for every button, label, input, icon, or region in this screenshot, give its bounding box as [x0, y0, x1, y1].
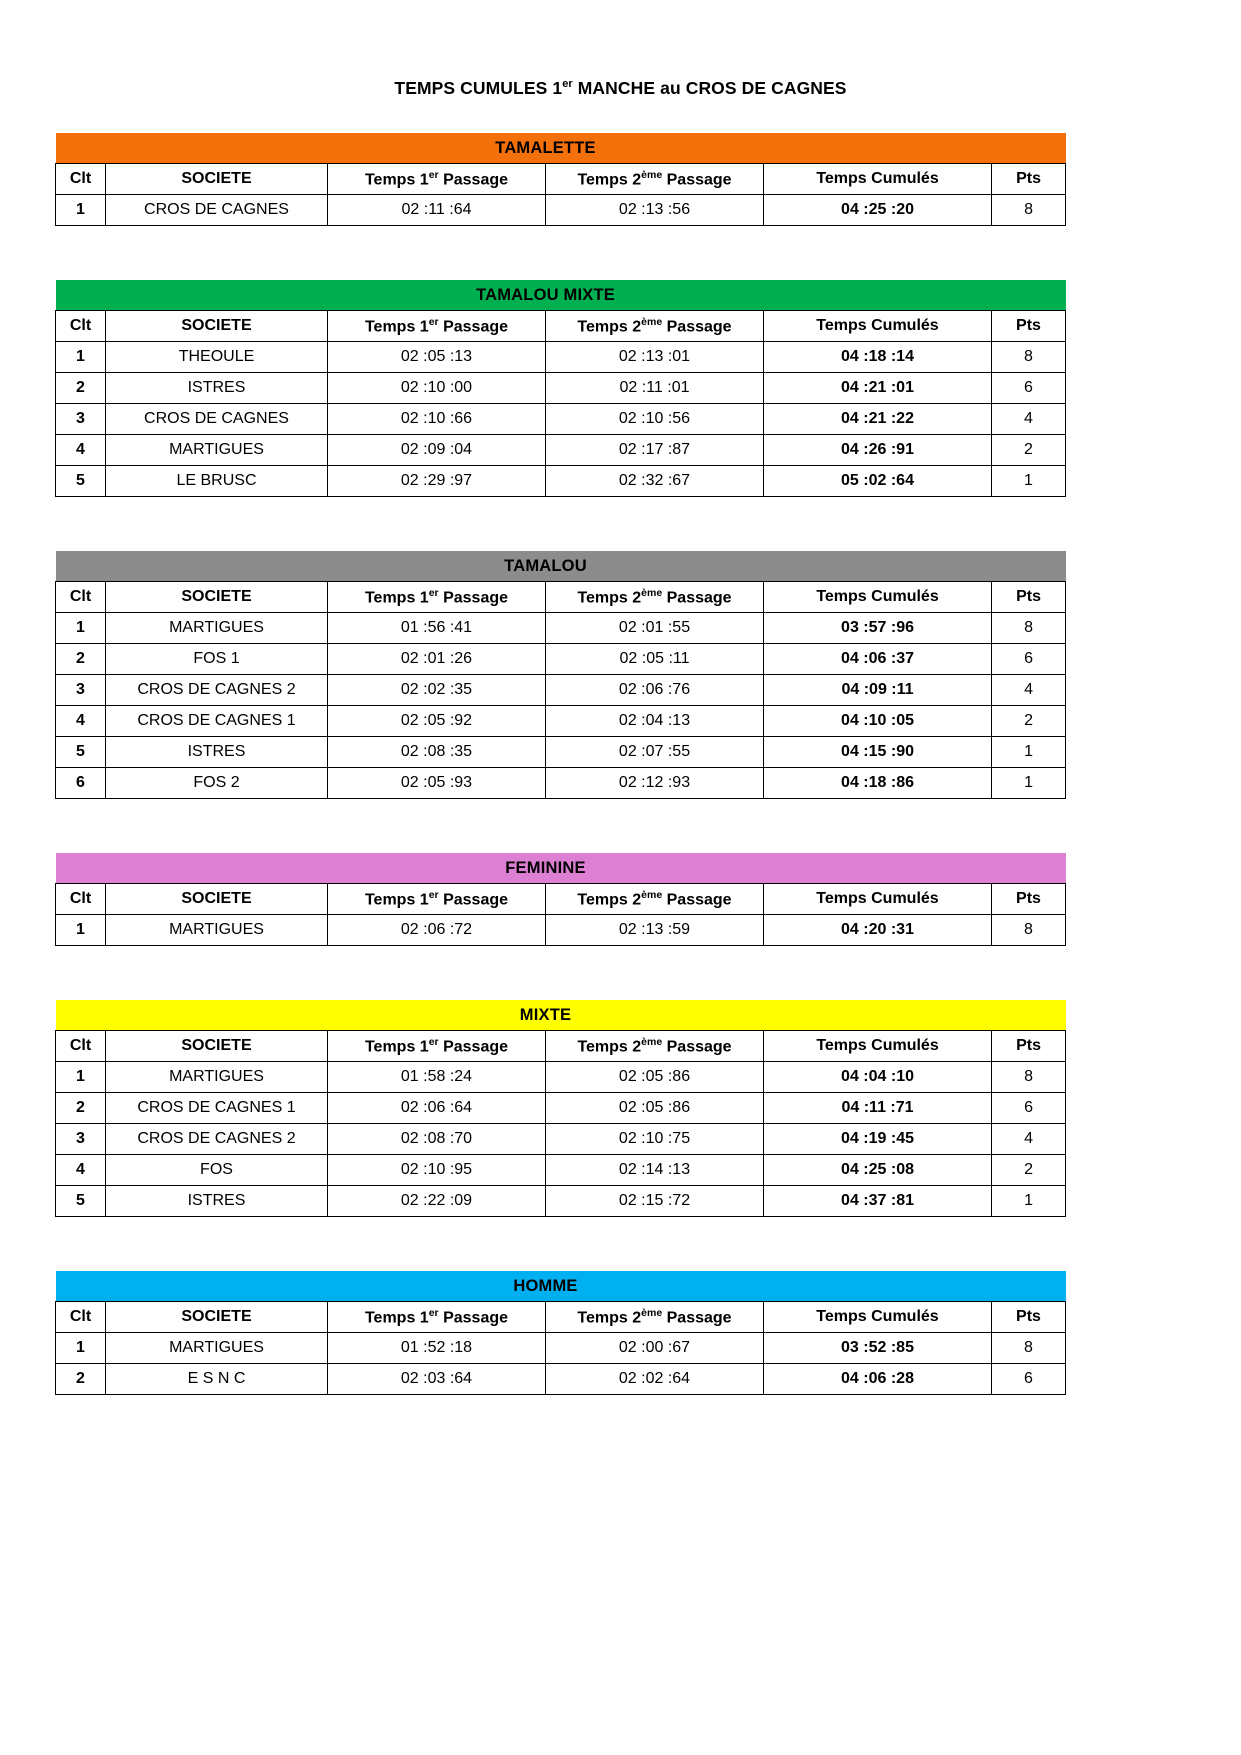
- cell-clt: 2: [56, 1364, 106, 1395]
- category-title: FEMININE: [328, 853, 764, 884]
- cell-temps-2: 02 :06 :76: [546, 675, 764, 706]
- table-row: [56, 644, 1066, 675]
- cell-societe: FOS: [106, 1155, 328, 1186]
- cell-societe: ISTRES: [106, 737, 328, 768]
- cell-societe: E S N C: [106, 1364, 328, 1395]
- cell-temps-cumules: 03 :57 :96: [764, 613, 992, 644]
- header-temps-2-ordinal: ème: [641, 315, 663, 328]
- cell-clt: 1: [56, 195, 106, 226]
- header-temps-1: [328, 1302, 546, 1333]
- cell-pts: 6: [992, 644, 1066, 675]
- cell-pts: 8: [992, 915, 1066, 946]
- cell-pts: 8: [992, 613, 1066, 644]
- header-temps-2-suffix: Passage: [662, 589, 732, 607]
- cell-societe: MARTIGUES: [106, 613, 328, 644]
- cell-societe: CROS DE CAGNES 1: [106, 706, 328, 737]
- results-table: [55, 853, 1066, 946]
- header-temps-2-prefix: Temps 2: [577, 891, 642, 909]
- table-row: [56, 675, 1066, 706]
- table-header-row: [56, 311, 1066, 342]
- cell-temps-cumules: 04 :09 :11: [764, 675, 992, 706]
- header-temps-2-suffix: Passage: [662, 1038, 732, 1056]
- category-band-cell: [992, 133, 1066, 164]
- header-clt: Clt: [56, 582, 106, 613]
- category-band: [56, 1271, 1066, 1302]
- header-pts: Pts: [992, 1031, 1066, 1062]
- cell-clt: 4: [56, 706, 106, 737]
- header-temps-2: [546, 884, 764, 915]
- cell-temps-2: 02 :13 :59: [546, 915, 764, 946]
- cell-societe: MARTIGUES: [106, 435, 328, 466]
- cell-societe: LE BRUSC: [106, 466, 328, 497]
- category-band-cell: [106, 551, 328, 582]
- header-societe: SOCIETE: [106, 164, 328, 195]
- cell-clt: 5: [56, 466, 106, 497]
- category-band-cell: [764, 1000, 992, 1031]
- page-title-suffix: MANCHE au CROS DE CAGNES: [572, 78, 847, 98]
- table-row: [56, 1124, 1066, 1155]
- header-temps-1-prefix: Temps 1: [364, 171, 429, 189]
- header-societe: SOCIETE: [106, 311, 328, 342]
- cell-temps-2: 02 :32 :67: [546, 466, 764, 497]
- cell-clt: 3: [56, 1124, 106, 1155]
- cell-clt: 5: [56, 1186, 106, 1217]
- header-temps-2: [546, 1031, 764, 1062]
- header-temps-1-suffix: Passage: [438, 589, 509, 607]
- table-row: [56, 768, 1066, 799]
- cell-temps-2: 02 :05 :86: [546, 1062, 764, 1093]
- cell-societe: MARTIGUES: [106, 1062, 328, 1093]
- cell-clt: 4: [56, 435, 106, 466]
- cell-clt: 4: [56, 1155, 106, 1186]
- cell-temps-cumules: 04 :21 :01: [764, 373, 992, 404]
- cell-temps-cumules: 04 :18 :86: [764, 768, 992, 799]
- cell-pts: 1: [992, 466, 1066, 497]
- category-band: [56, 280, 1066, 311]
- results-table: [55, 133, 1066, 226]
- category-band-cell: [56, 1271, 106, 1302]
- cell-temps-2: 02 :10 :56: [546, 404, 764, 435]
- cell-temps-2: 02 :01 :55: [546, 613, 764, 644]
- cell-temps-1: 02 :08 :35: [328, 737, 546, 768]
- header-temps-2-prefix: Temps 2: [577, 171, 642, 189]
- header-clt: Clt: [56, 164, 106, 195]
- category-band-cell: [992, 853, 1066, 884]
- cell-societe: ISTRES: [106, 1186, 328, 1217]
- cell-societe: CROS DE CAGNES 2: [106, 675, 328, 706]
- cell-societe: FOS 1: [106, 644, 328, 675]
- cell-temps-cumules: 04 :11 :71: [764, 1093, 992, 1124]
- table-row: [56, 613, 1066, 644]
- header-temps-1-ordinal: er: [428, 1035, 439, 1048]
- cell-societe: THEOULE: [106, 342, 328, 373]
- header-societe: SOCIETE: [106, 1031, 328, 1062]
- header-temps-2: [546, 582, 764, 613]
- header-clt: Clt: [56, 1302, 106, 1333]
- category-title: TAMALOU: [328, 551, 764, 582]
- cell-temps-1: 02 :22 :09: [328, 1186, 546, 1217]
- cell-temps-cumules: 04 :20 :31: [764, 915, 992, 946]
- cell-temps-1: 01 :56 :41: [328, 613, 546, 644]
- category-band-cell: [56, 133, 106, 164]
- category-band-cell: [992, 280, 1066, 311]
- cell-societe: ISTRES: [106, 373, 328, 404]
- header-temps-2-ordinal: ème: [641, 1306, 663, 1319]
- category-band-cell: [764, 551, 992, 582]
- header-clt: Clt: [56, 1031, 106, 1062]
- header-temps-2-ordinal: ème: [641, 1035, 663, 1048]
- cell-temps-1: 02 :02 :35: [328, 675, 546, 706]
- cell-temps-1: 01 :58 :24: [328, 1062, 546, 1093]
- category-title: MIXTE: [328, 1000, 764, 1031]
- table-row: [56, 435, 1066, 466]
- page-title: [55, 78, 1186, 99]
- cell-temps-cumules: 04 :06 :37: [764, 644, 992, 675]
- category-title: TAMALETTE: [328, 133, 764, 164]
- header-temps-cumules: Temps Cumulés: [764, 1031, 992, 1062]
- category-band-cell: [56, 280, 106, 311]
- cell-societe: CROS DE CAGNES: [106, 404, 328, 435]
- cell-temps-cumules: 04 :26 :91: [764, 435, 992, 466]
- cell-pts: 1: [992, 1186, 1066, 1217]
- header-temps-2: [546, 1302, 764, 1333]
- cell-temps-cumules: 04 :18 :14: [764, 342, 992, 373]
- table-row: [56, 1093, 1066, 1124]
- table-row: [56, 1333, 1066, 1364]
- cell-temps-cumules: 04 :37 :81: [764, 1186, 992, 1217]
- header-pts: Pts: [992, 884, 1066, 915]
- header-temps-1-suffix: Passage: [438, 1038, 509, 1056]
- header-temps-1-suffix: Passage: [438, 891, 509, 909]
- cell-societe: MARTIGUES: [106, 915, 328, 946]
- category-band-cell: [56, 853, 106, 884]
- header-temps-2-suffix: Passage: [662, 318, 732, 336]
- header-temps-1: [328, 884, 546, 915]
- header-temps-1: [328, 1031, 546, 1062]
- header-temps-2: [546, 311, 764, 342]
- category-band: [56, 133, 1066, 164]
- header-temps-1-prefix: Temps 1: [364, 318, 429, 336]
- cell-temps-cumules: 04 :25 :20: [764, 195, 992, 226]
- cell-temps-1: 02 :10 :95: [328, 1155, 546, 1186]
- category-band-cell: [106, 1271, 328, 1302]
- cell-temps-cumules: 04 :21 :22: [764, 404, 992, 435]
- cell-pts: 4: [992, 675, 1066, 706]
- cell-temps-1: 02 :08 :70: [328, 1124, 546, 1155]
- category-band-cell: [56, 551, 106, 582]
- cell-temps-1: 02 :05 :13: [328, 342, 546, 373]
- cell-societe: FOS 2: [106, 768, 328, 799]
- cell-societe: CROS DE CAGNES 2: [106, 1124, 328, 1155]
- cell-pts: 8: [992, 342, 1066, 373]
- cell-clt: 1: [56, 915, 106, 946]
- cell-temps-cumules: 04 :19 :45: [764, 1124, 992, 1155]
- table-row: [56, 466, 1066, 497]
- cell-pts: 1: [992, 768, 1066, 799]
- results-table: [55, 280, 1066, 497]
- cell-temps-2: 02 :05 :86: [546, 1093, 764, 1124]
- header-temps-2-prefix: Temps 2: [577, 1038, 642, 1056]
- cell-pts: 6: [992, 373, 1066, 404]
- header-temps-1-ordinal: er: [428, 888, 439, 901]
- table-header-row: [56, 1031, 1066, 1062]
- table-row: [56, 195, 1066, 226]
- header-societe: SOCIETE: [106, 1302, 328, 1333]
- table-row: [56, 1186, 1066, 1217]
- cell-temps-1: 02 :11 :64: [328, 195, 546, 226]
- header-temps-cumules: Temps Cumulés: [764, 582, 992, 613]
- category-band-cell: [106, 853, 328, 884]
- category-band-cell: [992, 1271, 1066, 1302]
- cell-clt: 6: [56, 768, 106, 799]
- header-temps-1-suffix: Passage: [438, 171, 509, 189]
- table-header-row: [56, 884, 1066, 915]
- table-header-row: [56, 1302, 1066, 1333]
- header-temps-cumules: Temps Cumulés: [764, 164, 992, 195]
- header-temps-1: [328, 164, 546, 195]
- header-temps-1: [328, 311, 546, 342]
- cell-clt: 3: [56, 675, 106, 706]
- cell-temps-cumules: 03 :52 :85: [764, 1333, 992, 1364]
- header-pts: Pts: [992, 164, 1066, 195]
- cell-temps-1: 02 :06 :72: [328, 915, 546, 946]
- category-band-cell: [992, 551, 1066, 582]
- header-pts: Pts: [992, 311, 1066, 342]
- category-band-cell: [106, 133, 328, 164]
- header-temps-1-ordinal: er: [428, 1306, 439, 1319]
- cell-temps-2: 02 :11 :01: [546, 373, 764, 404]
- cell-pts: 2: [992, 706, 1066, 737]
- table-row: [56, 1062, 1066, 1093]
- header-temps-2-prefix: Temps 2: [577, 318, 642, 336]
- header-temps-cumules: Temps Cumulés: [764, 311, 992, 342]
- cell-pts: 6: [992, 1093, 1066, 1124]
- results-table: [55, 1000, 1066, 1217]
- cell-temps-2: 02 :10 :75: [546, 1124, 764, 1155]
- cell-clt: 2: [56, 1093, 106, 1124]
- table-row: [56, 915, 1066, 946]
- header-temps-2-ordinal: ème: [641, 888, 663, 901]
- category-band: [56, 1000, 1066, 1031]
- table-row: [56, 373, 1066, 404]
- header-societe: SOCIETE: [106, 582, 328, 613]
- table-row: [56, 404, 1066, 435]
- cell-temps-1: 02 :01 :26: [328, 644, 546, 675]
- table-row: [56, 342, 1066, 373]
- category-band-cell: [764, 1271, 992, 1302]
- header-temps-2: [546, 164, 764, 195]
- cell-temps-2: 02 :17 :87: [546, 435, 764, 466]
- cell-temps-1: 01 :52 :18: [328, 1333, 546, 1364]
- cell-clt: 1: [56, 1333, 106, 1364]
- cell-temps-2: 02 :12 :93: [546, 768, 764, 799]
- table-header-row: [56, 164, 1066, 195]
- cell-temps-cumules: 04 :10 :05: [764, 706, 992, 737]
- header-temps-2-ordinal: ème: [641, 586, 663, 599]
- cell-temps-2: 02 :15 :72: [546, 1186, 764, 1217]
- cell-clt: 1: [56, 613, 106, 644]
- header-temps-1-suffix: Passage: [438, 318, 509, 336]
- category-band-cell: [106, 280, 328, 311]
- category-band-cell: [764, 853, 992, 884]
- cell-pts: 6: [992, 1364, 1066, 1395]
- header-temps-1-prefix: Temps 1: [364, 1309, 429, 1327]
- header-pts: Pts: [992, 582, 1066, 613]
- header-temps-1-ordinal: er: [428, 315, 439, 328]
- category-band-cell: [106, 1000, 328, 1031]
- cell-temps-2: 02 :05 :11: [546, 644, 764, 675]
- cell-temps-2: 02 :13 :01: [546, 342, 764, 373]
- cell-pts: 1: [992, 737, 1066, 768]
- cell-temps-2: 02 :07 :55: [546, 737, 764, 768]
- cell-temps-1: 02 :10 :00: [328, 373, 546, 404]
- header-temps-1-ordinal: er: [428, 586, 439, 599]
- category-band-cell: [56, 1000, 106, 1031]
- header-temps-1-ordinal: er: [428, 168, 439, 181]
- category-title: HOMME: [328, 1271, 764, 1302]
- cell-temps-1: 02 :29 :97: [328, 466, 546, 497]
- table-row: [56, 1155, 1066, 1186]
- table-row: [56, 737, 1066, 768]
- header-pts: Pts: [992, 1302, 1066, 1333]
- cell-temps-2: 02 :02 :64: [546, 1364, 764, 1395]
- header-temps-cumules: Temps Cumulés: [764, 884, 992, 915]
- cell-temps-cumules: 04 :04 :10: [764, 1062, 992, 1093]
- header-temps-2-prefix: Temps 2: [577, 1309, 642, 1327]
- cell-societe: MARTIGUES: [106, 1333, 328, 1364]
- category-title: TAMALOU MIXTE: [328, 280, 764, 311]
- header-temps-1-suffix: Passage: [438, 1309, 509, 1327]
- cell-temps-cumules: 04 :06 :28: [764, 1364, 992, 1395]
- header-clt: Clt: [56, 884, 106, 915]
- category-band-cell: [764, 280, 992, 311]
- cell-temps-1: 02 :06 :64: [328, 1093, 546, 1124]
- table-row: [56, 706, 1066, 737]
- cell-societe: CROS DE CAGNES: [106, 195, 328, 226]
- cell-temps-2: 02 :04 :13: [546, 706, 764, 737]
- header-temps-1: [328, 582, 546, 613]
- header-temps-2-ordinal: ème: [641, 168, 663, 181]
- cell-temps-cumules: 04 :25 :08: [764, 1155, 992, 1186]
- cell-clt: 3: [56, 404, 106, 435]
- cell-temps-cumules: 04 :15 :90: [764, 737, 992, 768]
- cell-pts: 2: [992, 435, 1066, 466]
- header-temps-1-prefix: Temps 1: [364, 589, 429, 607]
- cell-clt: 2: [56, 373, 106, 404]
- page-title-ordinal: er: [562, 78, 573, 91]
- header-temps-cumules: Temps Cumulés: [764, 1302, 992, 1333]
- cell-pts: 8: [992, 1062, 1066, 1093]
- cell-clt: 2: [56, 644, 106, 675]
- category-band: [56, 551, 1066, 582]
- header-temps-2-suffix: Passage: [662, 891, 732, 909]
- cell-temps-2: 02 :00 :67: [546, 1333, 764, 1364]
- cell-temps-1: 02 :10 :66: [328, 404, 546, 435]
- cell-pts: 4: [992, 404, 1066, 435]
- header-temps-1-prefix: Temps 1: [364, 891, 429, 909]
- cell-clt: 5: [56, 737, 106, 768]
- results-table: [55, 1271, 1066, 1395]
- results-table: [55, 551, 1066, 799]
- cell-pts: 8: [992, 195, 1066, 226]
- cell-pts: 8: [992, 1333, 1066, 1364]
- cell-pts: 2: [992, 1155, 1066, 1186]
- header-temps-1-prefix: Temps 1: [364, 1038, 429, 1056]
- header-temps-2-suffix: Passage: [662, 171, 732, 189]
- cell-temps-1: 02 :03 :64: [328, 1364, 546, 1395]
- cell-clt: 1: [56, 1062, 106, 1093]
- header-clt: Clt: [56, 311, 106, 342]
- cell-temps-2: 02 :13 :56: [546, 195, 764, 226]
- header-temps-2-suffix: Passage: [662, 1309, 732, 1327]
- category-band-cell: [992, 1000, 1066, 1031]
- cell-societe: CROS DE CAGNES 1: [106, 1093, 328, 1124]
- cell-temps-2: 02 :14 :13: [546, 1155, 764, 1186]
- page-title-prefix: TEMPS CUMULES 1: [394, 78, 563, 98]
- cell-temps-cumules: 05 :02 :64: [764, 466, 992, 497]
- category-band: [56, 853, 1066, 884]
- cell-pts: 4: [992, 1124, 1066, 1155]
- cell-temps-1: 02 :05 :93: [328, 768, 546, 799]
- cell-clt: 1: [56, 342, 106, 373]
- category-band-cell: [764, 133, 992, 164]
- cell-temps-1: 02 :05 :92: [328, 706, 546, 737]
- table-header-row: [56, 582, 1066, 613]
- cell-temps-1: 02 :09 :04: [328, 435, 546, 466]
- header-societe: SOCIETE: [106, 884, 328, 915]
- results-tables: [55, 133, 1186, 1395]
- table-row: [56, 1364, 1066, 1395]
- header-temps-2-prefix: Temps 2: [577, 589, 642, 607]
